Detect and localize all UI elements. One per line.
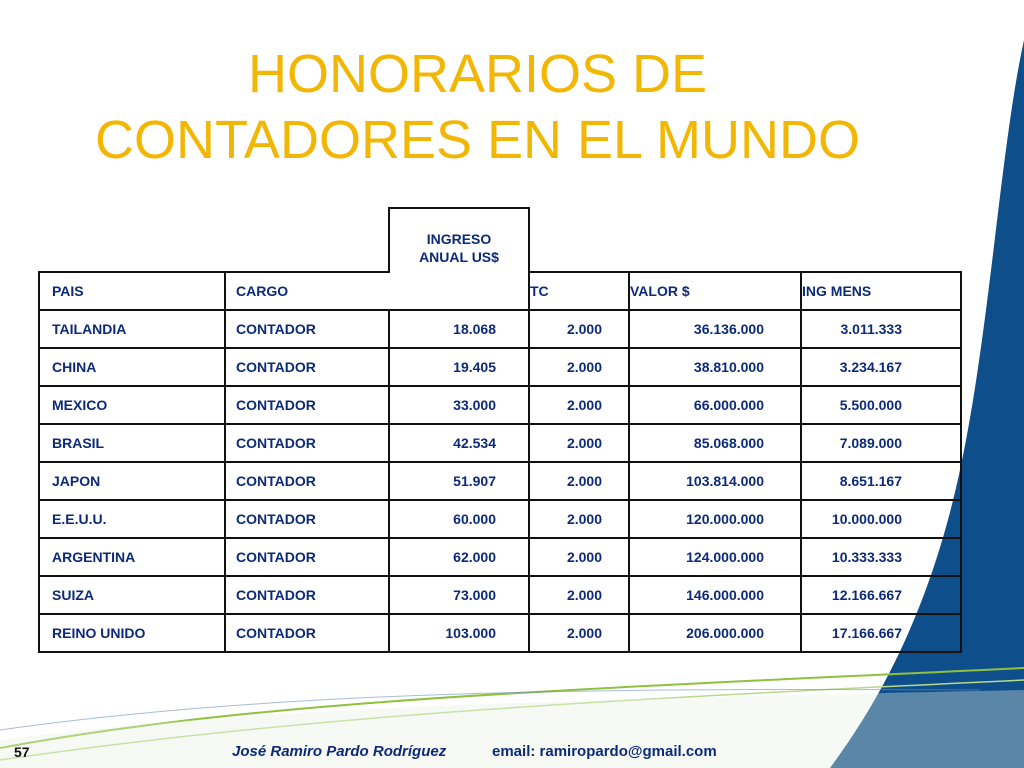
header-ing-mens: ING MENS [801,272,961,310]
cell-ing-mens: 7.089.000 [801,424,961,462]
cell-ing-mens: 5.500.000 [801,386,961,424]
cell-pais: E.E.U.U. [39,500,225,538]
cell-ing-mens: 3.234.167 [801,348,961,386]
cell-tc: 2.000 [529,348,629,386]
cell-ingreso: 33.000 [389,386,529,424]
cell-cargo: CONTADOR [225,614,389,652]
table-row [39,310,961,348]
cell-pais: MEXICO [39,386,225,424]
cell-ingreso: 62.000 [389,538,529,576]
cell-ing-mens: 10.000.000 [801,500,961,538]
cell-ing-mens: 3.011.333 [801,310,961,348]
cell-ingreso: 18.068 [389,310,529,348]
cell-tc: 2.000 [529,500,629,538]
cell-pais: CHINA [39,348,225,386]
cell-pais: BRASIL [39,424,225,462]
cell-valor: 124.000.000 [629,538,801,576]
table-row [39,576,961,614]
cell-valor: 36.136.000 [629,310,801,348]
cell-ingreso: 103.000 [389,614,529,652]
header-valor: VALOR $ [629,272,801,310]
cell-pais: SUIZA [39,576,225,614]
cell-pais: JAPON [39,462,225,500]
cell-cargo: CONTADOR [225,538,389,576]
cell-pais: REINO UNIDO [39,614,225,652]
table-row [39,424,961,462]
cell-ingreso: 42.534 [389,424,529,462]
table-row [39,386,961,424]
cell-tc: 2.000 [529,424,629,462]
cell-cargo: CONTADOR [225,576,389,614]
cell-valor: 120.000.000 [629,500,801,538]
cell-ing-mens: 17.166.667 [801,614,961,652]
header-ingreso-cont [389,272,529,310]
cell-tc: 2.000 [529,310,629,348]
cell-tc: 2.000 [529,386,629,424]
table-header-top-row [39,208,961,272]
cell-ingreso: 19.405 [389,348,529,386]
cell-valor: 103.814.000 [629,462,801,500]
slide-title-line-2: CONTADORES EN EL MUNDO [94,110,861,170]
cell-cargo: CONTADOR [225,310,389,348]
author-name: José Ramiro Pardo Rodríguez [232,743,447,760]
header-ingreso-label: INGRESO ANUAL US$ [419,230,499,265]
author-email: email: ramiropardo@gmail.com [492,743,717,760]
table-body [39,310,961,652]
cell-valor: 38.810.000 [629,348,801,386]
cell-pais: ARGENTINA [39,538,225,576]
cell-cargo: CONTADOR [225,386,389,424]
header-ingreso [389,208,529,272]
cell-valor: 66.000.000 [629,386,801,424]
cell-valor: 85.068.000 [629,424,801,462]
slide-title-line-1: HONORARIOS DE [247,44,708,104]
cell-cargo: CONTADOR [225,462,389,500]
cell-ingreso: 51.907 [389,462,529,500]
page-number: 57 [14,744,30,760]
cell-ing-mens: 10.333.333 [801,538,961,576]
cell-cargo: CONTADOR [225,500,389,538]
cell-tc: 2.000 [529,462,629,500]
cell-pais: TAILANDIA [39,310,225,348]
header-cargo: CARGO [225,272,389,310]
cell-ingreso: 73.000 [389,576,529,614]
cell-cargo: CONTADOR [225,424,389,462]
cell-valor: 146.000.000 [629,576,801,614]
table-row [39,348,961,386]
fees-table [38,207,962,653]
cell-ing-mens: 8.651.167 [801,462,961,500]
cell-valor: 206.000.000 [629,614,801,652]
header-tc: TC [529,272,629,310]
cell-tc: 2.000 [529,614,629,652]
table-row [39,500,961,538]
cell-ingreso: 60.000 [389,500,529,538]
table-row [39,462,961,500]
table-row [39,614,961,652]
cell-tc: 2.000 [529,538,629,576]
table-row [39,538,961,576]
cell-cargo: CONTADOR [225,348,389,386]
cell-ing-mens: 12.166.667 [801,576,961,614]
table-header-row [39,272,961,310]
header-pais: PAIS [39,272,225,310]
cell-tc: 2.000 [529,576,629,614]
